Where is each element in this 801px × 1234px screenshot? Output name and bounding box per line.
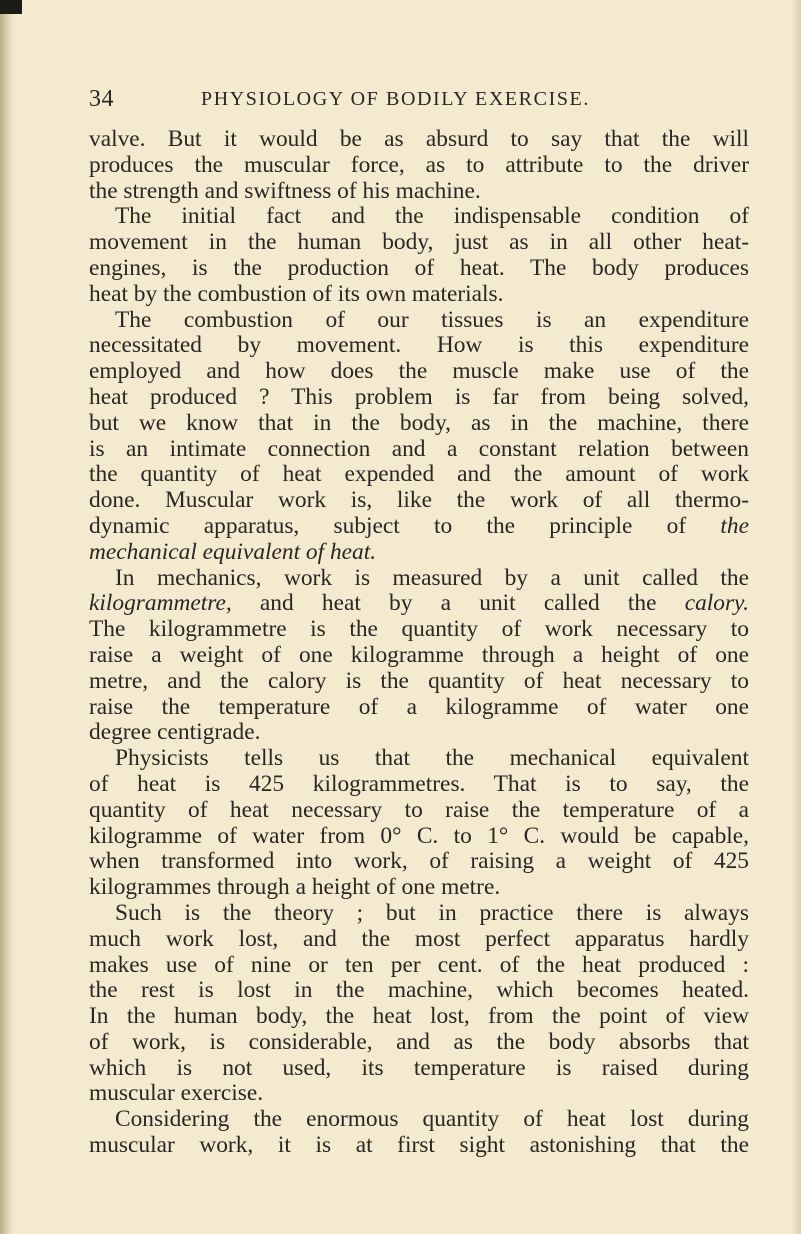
page-header	[89, 86, 749, 116]
text-line: movement in the human body, just as in all other heat-	[89, 229, 749, 256]
page-corner	[0, 0, 22, 14]
running-head: PHYSIOLOGY OF BODILY EXERCISE.	[201, 88, 590, 110]
paragraph-first-line: Considering the enormous quantity of heat lost during	[115, 1106, 749, 1133]
text-line: of work, is considerable, and as the body absorbs that	[89, 1028, 749, 1055]
text-line: quantity of heat necessary to raise the temperature of a	[89, 796, 749, 823]
text-line: but we know that in the body, as in the machine, there	[89, 409, 749, 436]
text-line: raise the temperature of a kilogramme of water one	[89, 693, 749, 720]
italic-term: kilogrammetre,	[89, 590, 232, 617]
italic-term: calory.	[684, 590, 749, 617]
text-line: when transformed into work, of raising a weight of 425	[89, 848, 749, 875]
italic-term: mechanical equivalent of heat.	[89, 538, 377, 565]
text-line: much work lost, and the most perfect apparatus hardly	[89, 925, 749, 952]
text-line: heat produced ? This problem is far from being solved,	[89, 383, 749, 410]
text-line: raise a weight of one kilogramme through a height of one	[89, 641, 749, 668]
paragraph-first-line: Such is the theory ; but in practice there is always	[115, 899, 749, 926]
text-line: the rest is lost in the machine, which becomes heated.	[89, 977, 749, 1004]
text-line: engines, is the production of heat. The body produces	[89, 254, 749, 281]
italic-term: the	[720, 512, 749, 539]
text-line: done. Muscular work is, like the work of all thermo-	[89, 487, 749, 514]
text-line: kilogrammetre, and heat by a unit called the calory.	[89, 590, 749, 617]
paragraph-first-line: Physicists tells us that the mechanical equivalent	[115, 745, 749, 772]
page-number: 34	[89, 86, 114, 112]
paragraph-first-line: In mechanics, work is measured by a unit called the	[115, 564, 749, 591]
text-line: heat by the combustion of its own materials.	[89, 280, 504, 307]
text-line: kilogramme of water from 0° C. to 1° C. would be capable,	[89, 822, 749, 849]
page-gutter-shadow	[0, 0, 14, 1234]
text-line: the quantity of heat expended and the amount of work	[89, 461, 749, 488]
text-line: The kilogrammetre is the quantity of work necessary to	[89, 616, 749, 643]
text-line: In the human body, the heat lost, from the point of view	[89, 1003, 749, 1030]
text-line: is an intimate connection and a constant relation between	[89, 435, 749, 462]
text-line: produces the muscular force, as to attribute to the driver	[89, 151, 749, 178]
text-line: necessitated by movement. How is this expenditure	[89, 332, 749, 359]
text-line: employed and how does the muscle make use of the	[89, 358, 749, 385]
body-text	[89, 127, 749, 1159]
paragraph-first-line: The initial fact and the indispensable condition of	[115, 203, 749, 230]
text-line: the strength and swiftness of his machine.	[89, 177, 481, 204]
page-edge-shadow	[791, 0, 801, 1234]
text-line: which is not used, its temperature is raised during	[89, 1054, 749, 1081]
text-line: kilogrammes through a height of one metre.	[89, 874, 501, 901]
text-line: muscular exercise.	[89, 1080, 264, 1107]
text-line	[89, 540, 749, 566]
text-line: muscular work, it is at first sight astonishing that the	[89, 1132, 749, 1159]
text-line: of heat is 425 kilogrammetres. That is to say, the	[89, 770, 749, 797]
text-line: metre, and the calory is the quantity of heat necessary to	[89, 667, 749, 694]
text-line: valve. But it would be as absurd to say that the will	[89, 126, 749, 152]
text-line: makes use of nine or ten per cent. of the heat produced :	[89, 951, 749, 978]
text-line: degree centigrade.	[89, 719, 261, 746]
text-line: dynamic apparatus, subject to the principle of the	[89, 512, 749, 539]
paragraph-first-line: The combustion of our tissues is an expenditure	[115, 306, 749, 333]
